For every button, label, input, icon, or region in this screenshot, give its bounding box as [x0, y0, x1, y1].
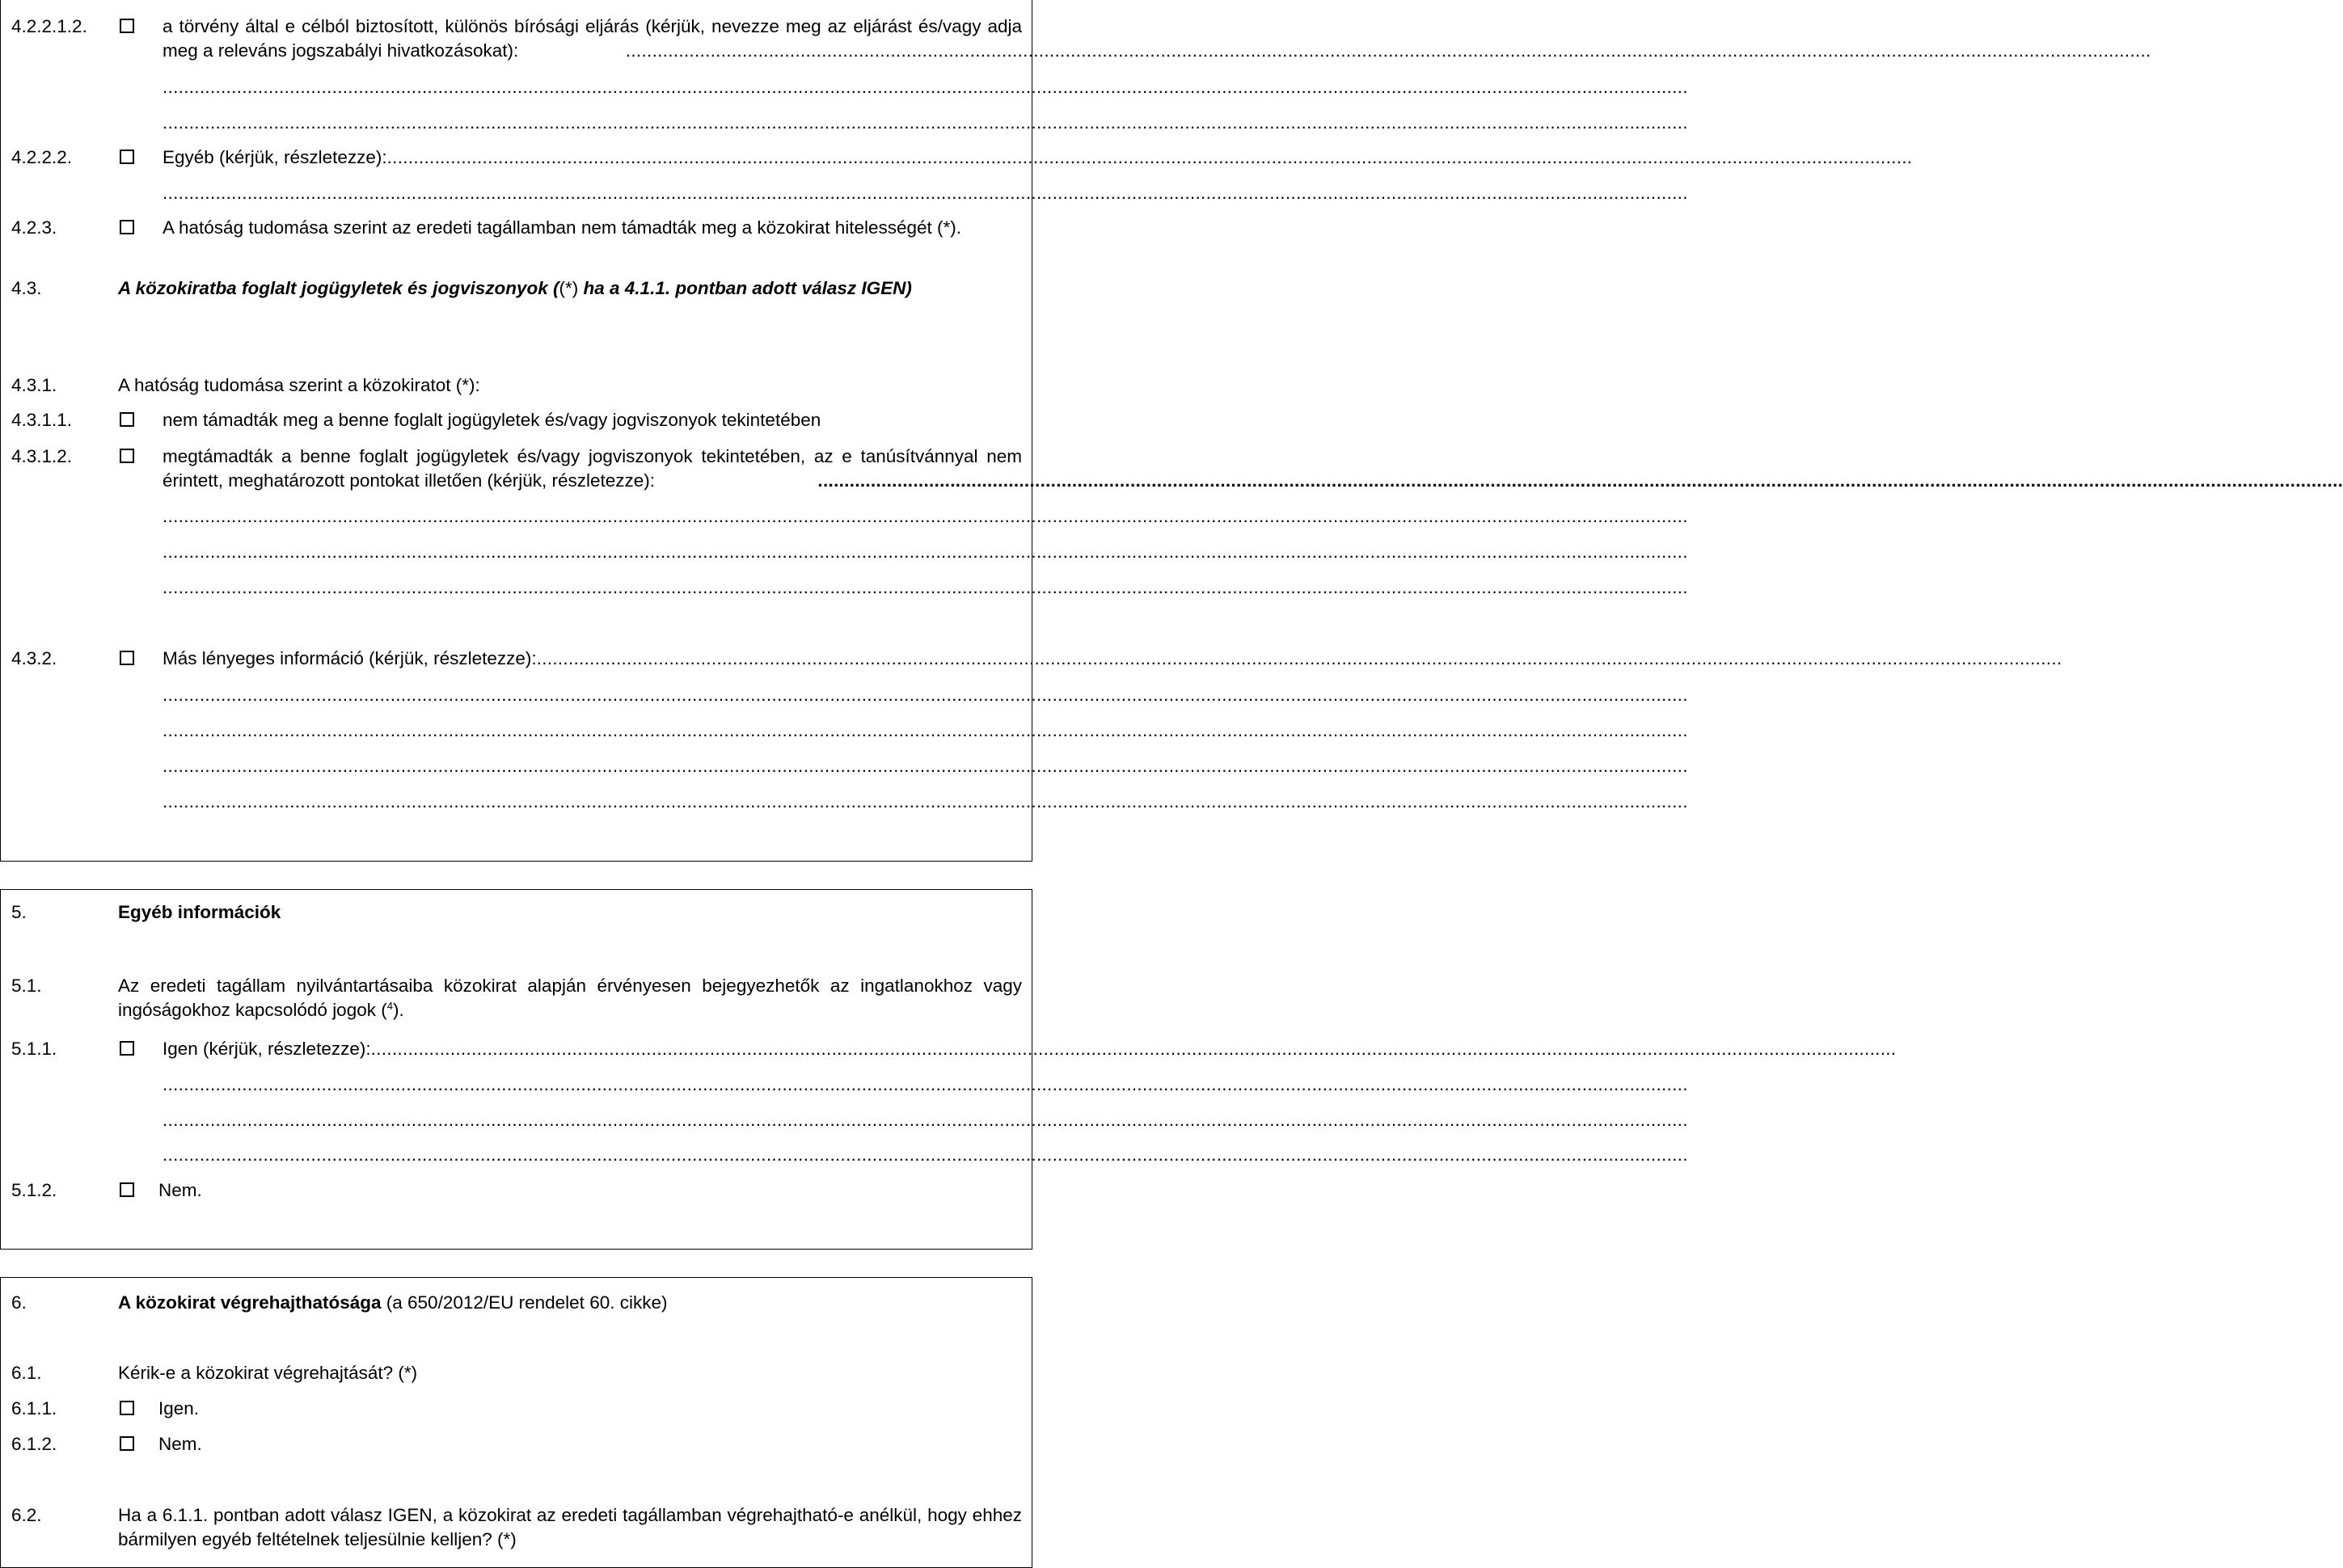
checkbox-6-1-2[interactable]	[120, 1436, 134, 1451]
answer-line[interactable]	[163, 647, 2062, 671]
dotted-fill: ................................................................................................................................................................................................................................................................................................	[386, 147, 1913, 167]
item-text: A hatóság tudomása szerint a közokiratot (*):	[118, 375, 480, 395]
answer-line[interactable]: ................................................................................................................................................................................................................................................................................................	[163, 685, 1688, 705]
checkbox-4-2-2-2[interactable]	[120, 150, 134, 164]
answer-line[interactable]	[163, 469, 2343, 493]
item-text: A hatóság tudomása szerint az eredeti tagállamban nem támadták meg a közokirat hitelességét (*).	[163, 217, 962, 238]
item-text: Nem.	[158, 1180, 202, 1200]
answer-line[interactable]: ................................................................................................................................................................................................................................................................................................	[163, 77, 1688, 97]
answer-line[interactable]	[163, 1037, 1897, 1061]
item-number: 5.1.1.	[11, 1039, 57, 1059]
answer-line[interactable]: ................................................................................................................................................................................................................................................................................................	[163, 756, 1688, 776]
checkbox-4-3-1-2[interactable]	[120, 449, 134, 463]
section-heading	[118, 1291, 667, 1315]
section-5-frame	[0, 889, 1688, 1250]
item-number: 4.2.2.1.2.	[11, 16, 87, 36]
item-text: Igen (kérjük, részletezze):	[163, 1039, 371, 1059]
dotted-fill: ................................................................................................................................................................................................................................................................................................	[625, 40, 2151, 61]
answer-line[interactable]: ................................................................................................................................................................................................................................................................................................	[163, 1144, 1688, 1165]
heading-text: ha a 4.1.1. pontban adott válasz IGEN)	[578, 278, 912, 298]
footnote-ref[interactable]: 4	[386, 1000, 393, 1012]
item-number: 4.3.1.1.	[11, 410, 73, 430]
dotted-fill: ................................................................................................................................................................................................................................................................................................	[817, 470, 2343, 491]
item-text: Nem.	[158, 1434, 202, 1454]
answer-line[interactable]	[163, 145, 1913, 170]
item-number: 4.3.2.	[11, 648, 57, 668]
item-text-main: megtámadták a benne foglalt jogügyletek és/vagy jogviszonyok tekintetében, az e tanúsítvánnyal nem érintett, meghatározott pontokat illetően (kérjük, részletezze):	[163, 446, 1022, 491]
dotted-fill: ................................................................................................................................................................................................................................................................................................	[370, 1039, 1897, 1059]
answer-line[interactable]: ................................................................................................................................................................................................................................................................................................	[163, 720, 1688, 740]
item-number: 5.1.	[11, 976, 42, 996]
heading-note: (a 650/2012/EU rendelet 60. cikke)	[381, 1292, 668, 1313]
checkbox-5-1-1[interactable]	[120, 1041, 134, 1056]
section-heading: Egyéb információk	[118, 902, 281, 922]
heading-text: A közokirat végrehajthatósága	[118, 1292, 382, 1313]
item-text	[118, 974, 1022, 1022]
item-text: Ha a 6.1.1. pontban adott válasz IGEN, a közokirat az eredeti tagállamban végrehajtható-e anélkül, hogy ehhez bármilyen egyéb feltételnek teljesülnie kelljen? (*)	[118, 1505, 1022, 1549]
item-number: 4.3.1.	[11, 375, 57, 395]
item-number: 6.1.1.	[11, 1398, 57, 1418]
item-number: 4.2.3.	[11, 217, 57, 238]
item-text: Igen.	[158, 1398, 200, 1418]
item-text: nem támadták meg a benne foglalt jogügyletek és/vagy jogviszonyok tekintetében	[163, 410, 821, 430]
checkbox-4-2-3[interactable]	[120, 220, 134, 234]
item-text-end: ).	[392, 1000, 404, 1020]
answer-line[interactable]: ................................................................................................................................................................................................................................................................................................	[163, 112, 1688, 133]
checkbox-4-2-2-1-2[interactable]	[120, 19, 134, 33]
item-text: Kérik-e a közokirat végrehajtását? (*)	[118, 1363, 418, 1383]
item-text: Egyéb (kérjük, részletezze):	[163, 147, 387, 167]
item-text-main: a törvény által e célból biztosított, különös bírósági eljárás (kérjük, nevezze meg az eljárást és/vagy adja meg a releváns jogszabályi hivatkozásokat):	[163, 16, 1022, 61]
item-number: 5.	[11, 902, 27, 922]
item-number: 6.	[11, 1292, 27, 1313]
item-number: 6.1.	[11, 1363, 42, 1383]
answer-line[interactable]: ................................................................................................................................................................................................................................................................................................	[163, 506, 1688, 526]
item-text: Más lényeges információ (kérjük, részletezze):	[163, 648, 537, 668]
item-number: 4.3.1.2.	[11, 446, 73, 466]
answer-line[interactable]: ................................................................................................................................................................................................................................................................................................	[163, 1074, 1688, 1094]
item-number: 5.1.2.	[11, 1180, 57, 1200]
answer-line[interactable]: ................................................................................................................................................................................................................................................................................................	[163, 183, 1688, 203]
item-text-main: Az eredeti tagállam nyilvántartásaiba közokirat alapján érvényesen bejegyezhetők az ingatlanokhoz vagy ingóságokhoz kapcsolódó jogok (	[118, 976, 1022, 1020]
heading-note: (*)	[559, 278, 579, 298]
answer-line[interactable]: ................................................................................................................................................................................................................................................................................................	[163, 542, 1688, 562]
checkbox-6-1-1[interactable]	[120, 1401, 134, 1415]
checkbox-4-3-2[interactable]	[120, 651, 134, 665]
item-number: 4.2.2.2.	[11, 147, 73, 167]
item-number: 4.3.	[11, 278, 42, 298]
answer-line[interactable]: ................................................................................................................................................................................................................................................................................................	[163, 577, 1688, 597]
checkbox-4-3-1-1[interactable]	[120, 412, 134, 427]
answer-line[interactable]	[163, 39, 2151, 63]
item-number: 6.1.2.	[11, 1434, 57, 1454]
heading-text: A közokiratba foglalt jogügyletek és jogviszonyok (	[118, 278, 559, 298]
section-heading	[118, 276, 1022, 301]
item-number: 6.2.	[11, 1505, 42, 1525]
answer-line[interactable]: ................................................................................................................................................................................................................................................................................................	[163, 791, 1688, 811]
dotted-fill: ................................................................................................................................................................................................................................................................................................	[536, 648, 2062, 668]
answer-line[interactable]: ................................................................................................................................................................................................................................................................................................	[163, 1110, 1688, 1130]
checkbox-5-1-2[interactable]	[120, 1182, 134, 1197]
